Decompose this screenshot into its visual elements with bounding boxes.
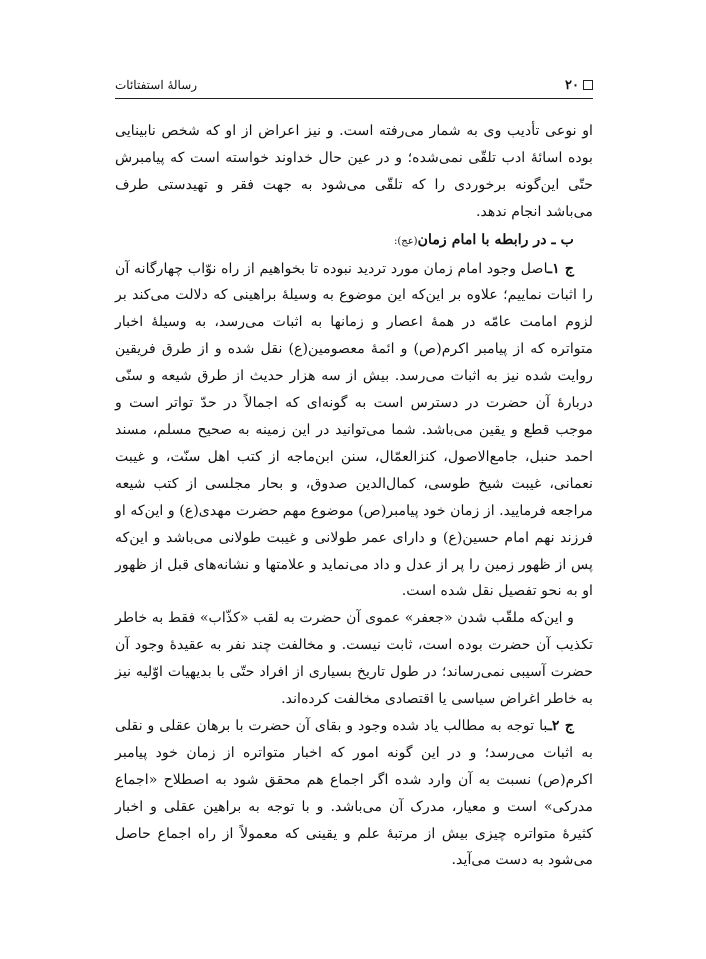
answer-text-2: با توجه به مطالب یاد شده وجود و بقای آن حضرت با برهان عقلی و نقلی به اثبات می‌رسد؛ و در این گونه امور که اخبار متواتره از زمان خود پیامبر اکرم(ص) نسبت به آن وارد شده اگر اجماع هم محقق شود به اصطلاح «اجماع مدرکی» است و معیار، مدرک آن می‌باشد. و با توجه به براهین عقلی و اخبار کثیرهٔ متواتره چیزی بیش از مرتبهٔ علم و یقینی که معمولاً از راه اجماع حاصل می‌شود به دست می‌آید. [115,717,593,869]
answer-text-1: اصل وجود امام زمان مورد تردید نبوده تا بخواهیم از راه نوّاب چهارگانه آن را اثبات نماییم؛ علاوه بر این‌که این موضوع به وسیلهٔ براهینی که دلالت می‌کند بر لزوم امامت عامّه در همهٔ اعصار و زمانها به اثبات می‌رسد، به وسیلهٔ اخبار متواتره که از پیامبر اکرم(ص) و ائمهٔ معصومین(ع) نقل شده و از طرق فریقین روایت شده نیز به اثبات می‌رسد. بیش از سه هزار حدیث از طرق شیعه و سنّی دربارهٔ آن حضرت در دسترس است به گونه‌ای که اجمالاً در حدّ تواتر است و موجب قطع و یقین می‌باشد. شما می‌توانید در این زمینه به صحیح مسلم، مسند احمد حنبل، جامع‌الاصول، کنزالعمّال، سنن ابن‌ماجه از کتب اهل سنّت، و غیبت نعمانی، غیبت شیخ طوسی، کمال‌الدین صدوق، و بحار مجلسی از کتب شیعه مراجعه فرمایید. از زمان خود پیامبر(ص) موضوع مهم حضرت مهدی(ع) و این‌که او فرزند نهم امام حسین(ع) و دارای عمر طولانی و غیبت طولانی می‌باشد و این‌که پس از ظهور زمین را پر از عدل و داد می‌نماید و علامتها و نشانه‌های قبل از ظهور او به نحو تفصیل نقل شده است. [115,260,593,600]
running-header [115,72,593,99]
answer-label-1: ج ۱ـ [547,260,574,277]
square-icon [583,80,593,90]
paragraph-jafar: و این‌که ملقّب شدن «جعفر» عموی آن حضرت به لقب «کذّاب» فقط به خاطر تکذیب آن حضرت بوده است، ثابت نیست. و مخالفت چند نفر به عقیدهٔ وجود آن حضرت آسیبی نمی‌رساند؛ در طول تاریخ بسیاری از افراد حتّی با بدیهیات اوّلیه نیز به خاطر اغراض سیاسی یا اقتصادی مخالفت کرده‌اند. [115,610,593,708]
section-heading-mark: (عج): [393,235,418,247]
page-number-block [565,78,593,93]
body-text [115,118,593,874]
running-title: رسالهٔ استفتائات [115,78,198,92]
answer-label-2: ج ۲ـ [547,717,574,734]
section-heading-text: ب ـ در رابطه با امام زمان [417,231,574,248]
section-heading-b [115,227,593,256]
answer-paragraph-2 [115,713,593,874]
answer-paragraph-1 [115,256,593,606]
page-number: ۲۰ [565,77,579,93]
paragraph-continuation: او نوعی تأدیب وی به شمار می‌رفته است. و نیز اعراض از او که شخص نابینایی بوده اسائهٔ ادب تلقّی نمی‌شده؛ و در عین حال خداوند خواسته است که پیامبرش حتّی این‌گونه برخوردی را که تلقّی می‌شود به جهت فقر و تهیدستی طرف می‌باشد انجام ندهد. [115,123,593,220]
